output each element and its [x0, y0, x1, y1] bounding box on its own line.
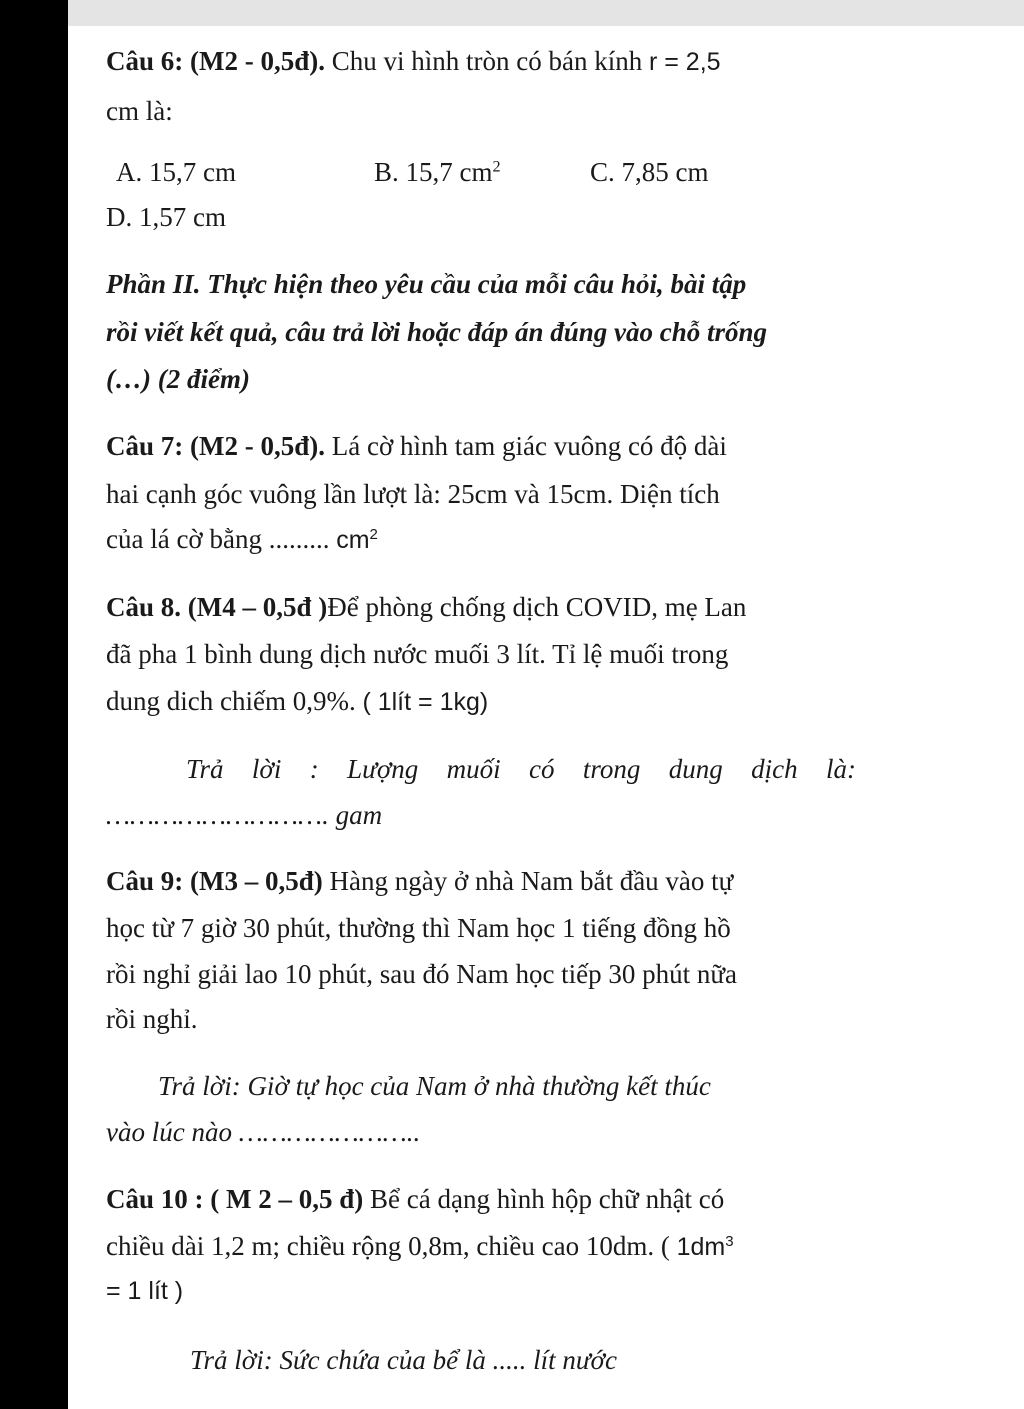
- q8-label: Câu 8. (M4 – 0,5đ ): [106, 592, 328, 622]
- q6-line2: [106, 98, 173, 125]
- q10-line1: Câu 10 : ( M 2 – 0,5 đ) Bể cá dạng hình hộp chữ nhật có: [106, 1184, 725, 1214]
- q9-line2: học từ 7 giờ 30 phút, thường thì Nam học 1 tiếng đồng hồ: [106, 913, 731, 943]
- q8-line3: dung dich chiếm 0,9%. ( 1lít = 1kg): [106, 686, 489, 716]
- part2-line3: (…) (2 điểm): [106, 364, 250, 394]
- q6-line1: [106, 48, 721, 75]
- top-strip: [68, 0, 1024, 26]
- q8-answer-line2: ………………………. gam: [106, 800, 383, 830]
- document-sheet: [68, 26, 1024, 1409]
- q9-line3: rồi nghỉ giải lao 10 phút, sau đó Nam học tiếp 30 phút nữa: [106, 959, 738, 989]
- q9-answer-line1: Trả lời: Giờ tự học của Nam ở nhà thường kết thúc: [158, 1071, 711, 1101]
- q6-option-b: B. 15,7 $cm^2$: [374, 157, 501, 187]
- q8-line1: Câu 8. (M4 – 0,5đ )Để phòng chống dịch COVID, mẹ Lan: [106, 592, 747, 622]
- q7-unit: $cm^2$: [336, 526, 378, 554]
- q10-line3: = 1 lít ): [106, 1277, 184, 1305]
- q6-level: (M2 - 0,5đ).: [190, 46, 325, 76]
- q6-text-line1: Chu vi hình tròn có bán kính: [331, 46, 643, 76]
- q6-option-d: D. 1,57 cm: [106, 202, 226, 232]
- q9-line1: Câu 9: (M3 – 0,5đ) Hàng ngày ở nhà Nam bắt đầu vào tự: [106, 866, 734, 896]
- q10-label: Câu 10 : ( M 2 – 0,5 đ): [106, 1184, 364, 1214]
- q7-label: Câu 7:: [106, 431, 184, 461]
- q9-line4: rồi nghỉ.: [106, 1004, 198, 1034]
- q6-label: Câu 6:: [106, 46, 184, 76]
- q10-line2: chiều dài 1,2 m; chiều rộng 0,8m, chiều cao 10dm. ( $1dm^3$: [106, 1231, 734, 1261]
- q8-answer-line1: Trả lời : Lượng muối có trong dung dịch là:: [186, 754, 856, 784]
- part2-line2: rồi viết kết quả, câu trả lời hoặc đáp án đúng vào chỗ trống: [106, 317, 768, 347]
- q7-level: (M2 - 0,5đ).: [190, 431, 325, 461]
- part2-line1: Phần II. Thực hiện theo yêu cầu của mỗi câu hỏi, bài tập: [106, 269, 747, 299]
- q6-option-a: A. 15,7 cm: [116, 157, 236, 187]
- q6-option-c: C. 7,85 cm: [590, 157, 709, 187]
- q7-line1: Câu 7: (M2 - 0,5đ). Lá cờ hình tam giác vuông có độ dài: [106, 431, 727, 461]
- q7-line3: của lá cờ bằng ......... $cm^2$: [106, 524, 378, 554]
- q8-line2: đã pha 1 bình dung dịch nước muối 3 lít. Tỉ lệ muối trong: [106, 639, 729, 669]
- q9-label: Câu 9: (M3 – 0,5đ): [106, 866, 323, 896]
- q10-answer: Trả lời: Sức chứa của bể là ..... lít nước: [190, 1345, 617, 1375]
- q7-line2: hai cạnh góc vuông lần lượt là: 25cm và 15cm. Diện tích: [106, 479, 720, 509]
- q6-text-line2: cm là:: [106, 96, 173, 126]
- q6-formula: r = 2,5: [648, 48, 721, 76]
- q9-answer-line2: vào lúc nào …………………..: [106, 1117, 421, 1147]
